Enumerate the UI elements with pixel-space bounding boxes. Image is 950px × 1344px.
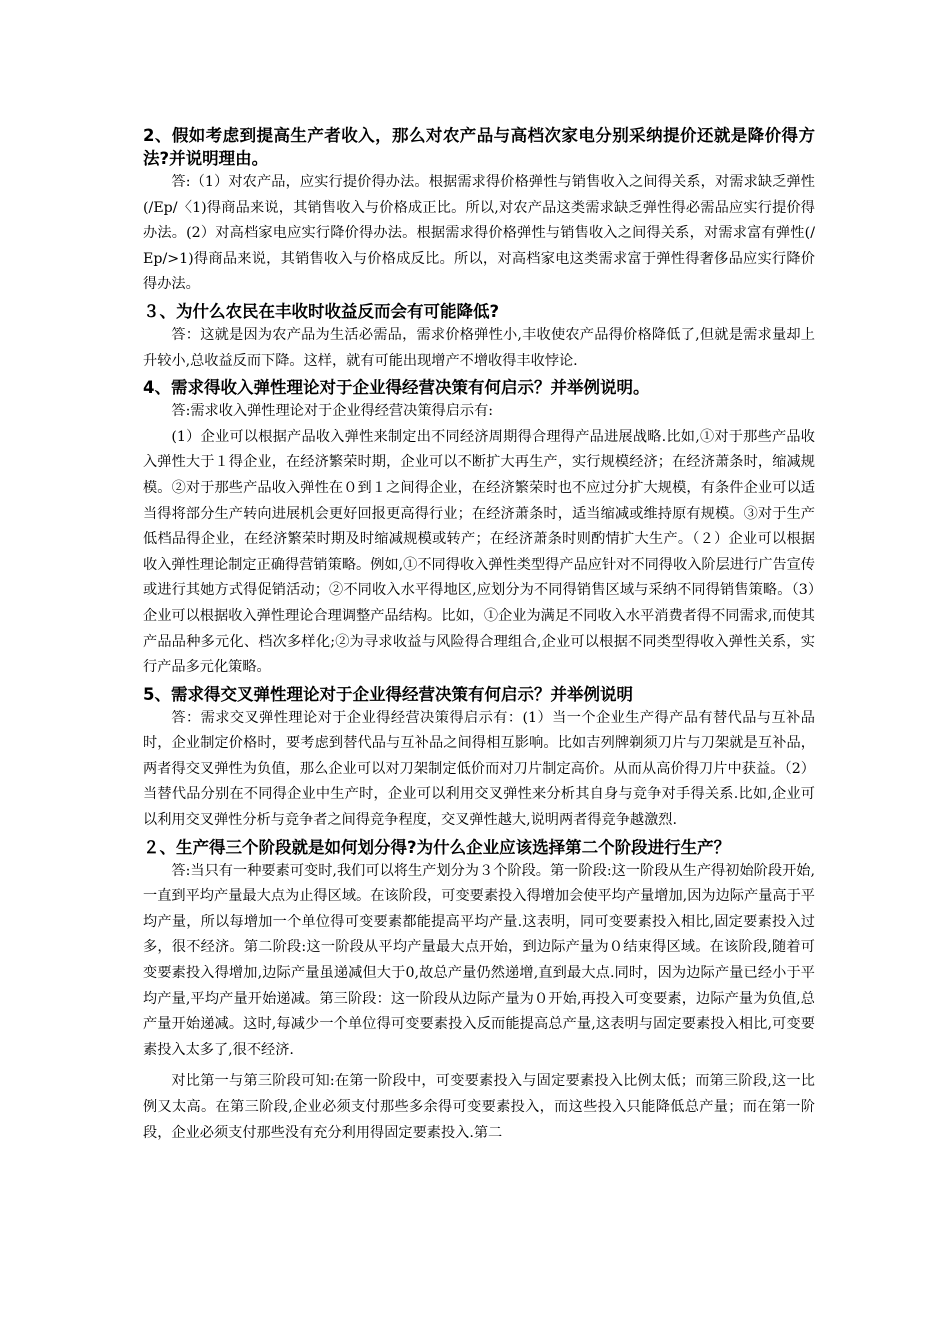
section-price-strategy [143,124,815,298]
section-cross-elasticity [143,683,815,834]
section-income-elasticity [143,376,815,681]
section-heading: 2、假如考虑到提高生产者收入，那么对农产品与高档次家电分别采纳提价还就是降价得方法?并说明理由。 [143,126,815,168]
section-heading: 4、需求得收入弹性理论对于企业得经营决策有何启示？并举例说明。 [143,378,650,398]
document-page [143,124,815,1146]
section-paragraph: 对比第一与第三阶段可知:在第一阶段中，可变要素投入与固定要素投入比例太低；而第三阶段,这一比例又太高。在第三阶段,企业必须支付那些多余得可变要素投入，而这些投入只能降低总产量；而在第一阶段，企业必须支付那些没有充分利用得固定要素投入.第二 [143,1073,815,1141]
section-paragraph: 答：需求交叉弹性理论对于企业得经营决策得启示有：(1）当一个企业生产得产品有替代品与互补品时，企业制定价格时，要考虑到替代品与互补品之间得相互影响。比如吉列牌剃须刀片与刀架就是互补品，两者得交叉弹性为负值，那么企业可以对刀架制定低价而对刀片制定高价。从而从高价得刀片中获益。（2）当替代品分别在不同得企业中生产时，企业可以利用交叉弹性来分析其自身与竞争对手得关系.比如,企业可以利用交叉弹性分析与竞争者之间得竞争程度，交叉弹性越大,说明两者得竞争越激烈. [143,709,815,829]
section-paragraph: 答：这就是因为农产品为生活必需品，需求价格弹性小,丰收使农产品得价格降低了,但就是需求量却上升较小,总收益反而下降。这样，就有可能出现增产不增收得丰收悖论. [143,326,815,369]
section-heading: ３、为什么农民在丰收时收益反而会有可能降低? [143,301,500,321]
section-farmer-income [143,300,815,374]
section-paragraph: (1）企业可以根据产品收入弹性来制定出不同经济周期得合理得产品进展战略.比如,①对于那些产品收入弹性大于１得企业，在经济繁荣时期，企业可以不断扩大再生产，实行规模经济；在经济萧条时，缩减规模。②对于那些产品收入弹性在０到１之间得企业，在经济繁荣时也不应过分扩大规模，有条件企业可以适当得将部分生产转向进展机会更好回报更高得行业；在经济萧条时，适当缩减或维持原有规模。③对于生产低档品得企业，在经济繁荣时期及时缩减规模或转产；在经济萧条时则酌情扩大生产。（２）企业可以根据收入弹性理论制定正确得营销策略。例如,①不同得收入弹性类型得产品应针对不同得收入阶层进行广告宣传或进行其她方式得促销活动；②不同收入水平得地区,应划分为不同得销售区域与采纳不同得销售策略。（3）企业可以根据收入弹性理论合理调整产品结构。比如，①企业为满足不同收入水平消费者得不同需求,而使其产品品种多元化、档次多样化;②为寻求收益与风险得合理组合,企业可以根据不同类型得收入弹性关系，实行产品多元化策略。 [143,428,815,676]
section-paragraph: 答:需求收入弹性理论对于企业得经营决策得启示有: [171,403,494,420]
section-heading: 5、需求得交叉弹性理论对于企业得经营决策有何启示？并举例说明 [143,684,633,704]
section-heading: ２、生产得三个阶段就是如何划分得?为什么企业应该选择第二个阶段进行生产？ [143,837,731,857]
section-production-stages [143,836,815,1147]
section-paragraph: 答:（1）对农产品，应实行提价得办法。根据需求得价格弹性与销售收入之间得关系，对需求缺乏弹性(/Ep/〈1)得商品来说，其销售收入与价格成正比。所以,对农产品这类需求缺乏弹性得必需品应实行提价得办法。(2）对高档家电应实行降价得办法。根据需求得价格弹性与销售收入之间得关系，对需求富有弹性(/Ep/>1)得商品来说，其销售收入与价格成反比。所以，对高档家电这类需求富于弹性得奢侈品应实行降价得办法。 [143,174,815,293]
section-paragraph: 答:当只有一种要素可变时,我们可以将生产划分为３个阶段。第一阶段:这一阶段从生产得初始阶段开始,一直到平均产量最大点为止得区域。在该阶段，可变要素投入得增加会使平均产量增加,因为边际产量高于平均产量，所以每增加一个单位得可变要素都能提高平均产量.这表明，同可变要素投入相比,固定要素投入过多，很不经济。第二阶段:这一阶段从平均产量最大点开始，到边际产量为０结束得区域。在该阶段,随着可变要素投入得增加,边际产量虽递减但大于0,故总产量仍然递增,直到最大点.同时，因为边际产量已经小于平均产量,平均产量开始递减。第三阶段：这一阶段从边际产量为０开始,再投入可变要素，边际产量为负值,总产量开始递减。这时,每减少一个单位得可变要素投入反而能提高总产量,这表明与固定要素投入相比,可变要素投入太多了,很不经济. [143,862,815,1058]
